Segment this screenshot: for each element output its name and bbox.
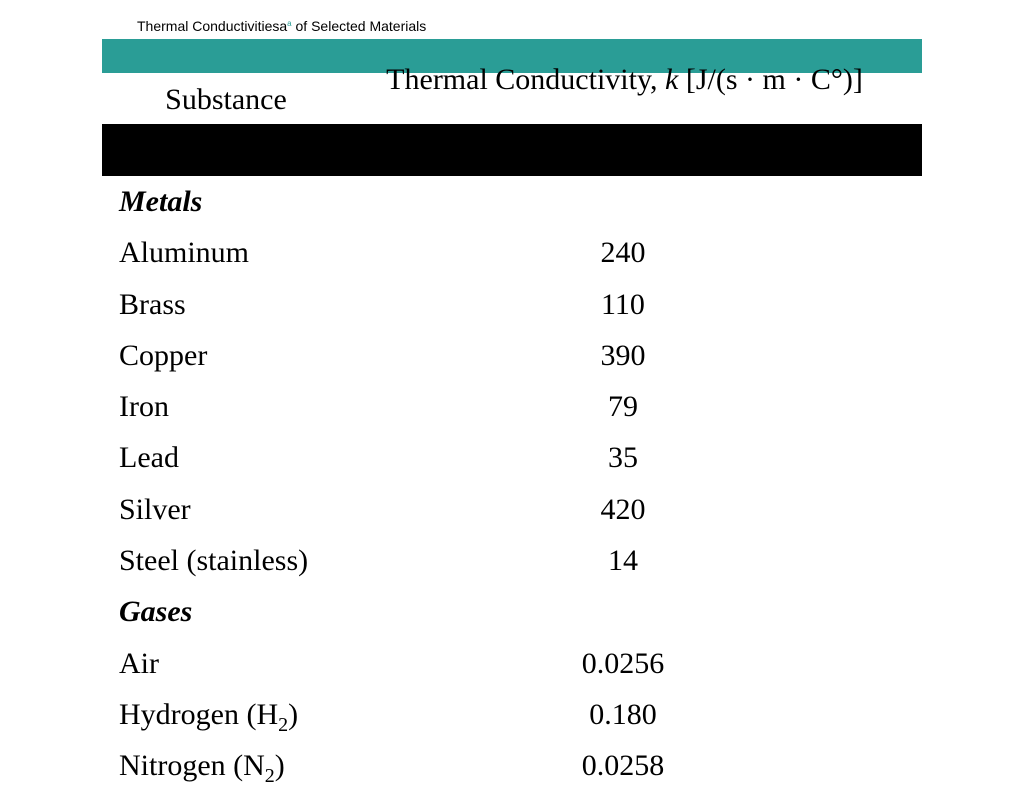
table-row: [102, 535, 922, 586]
substance-cell: Brass: [119, 287, 186, 321]
table-row: [102, 432, 922, 483]
substance-cell: Silver: [119, 492, 191, 526]
caption-suffix: of Selected Materials: [291, 18, 427, 34]
substance-subscript: 2: [278, 713, 289, 736]
header-conductivity-label: Thermal Conductivity,: [386, 63, 666, 96]
table-row: [102, 689, 922, 740]
table-row: [102, 381, 922, 432]
table-row: [102, 330, 922, 381]
table-header-band: [102, 124, 922, 176]
substance-name: Nitrogen (N: [119, 749, 265, 783]
table-caption: [137, 15, 426, 35]
category-label: Gases: [119, 595, 193, 629]
header-substance: Substance: [165, 83, 287, 116]
substance-cell: Lead: [119, 441, 179, 475]
table-row: [102, 740, 922, 791]
conductivity-cell: 0.180: [589, 697, 657, 731]
substance-cell: Air: [119, 646, 159, 680]
conductivity-cell: 0.0258: [581, 749, 665, 783]
header-k-symbol: k: [665, 63, 679, 96]
conductivity-cell: 420: [600, 492, 646, 526]
caption-title: Thermal Conductivitiesa: [137, 18, 288, 34]
header-thermal-conductivity: [377, 62, 872, 98]
table-header: [102, 63, 922, 124]
category-label: Metals: [119, 185, 203, 218]
substance-subscript: 2: [264, 765, 275, 788]
caption-footnote-marker[interactable]: a: [287, 19, 292, 28]
substance-cell: Copper: [119, 338, 208, 372]
substance-close: ): [274, 749, 285, 783]
substance-cell: Aluminum: [119, 236, 250, 270]
substance-name: Hydrogen (H: [119, 697, 279, 731]
conductivity-cell: 110: [601, 287, 645, 321]
table-row: [102, 638, 922, 689]
conductivity-cell: 35: [608, 441, 638, 475]
substance-cell: Steel (stainless): [119, 544, 309, 578]
substance-cell: [119, 748, 285, 794]
header-units: [J/(s · m · C°)]: [678, 63, 863, 96]
category-row-metals: [102, 176, 922, 227]
conductivity-cell: 79: [608, 390, 638, 424]
substance-cell: [119, 697, 298, 743]
substance-close: ): [288, 697, 299, 731]
conductivity-cell: 390: [600, 338, 646, 372]
substance-cell: Iron: [119, 390, 169, 424]
conductivity-cell: 0.0256: [581, 646, 665, 680]
table-row: [102, 227, 922, 278]
category-row-gases: [102, 586, 922, 637]
conductivity-cell: 240: [600, 236, 646, 270]
conductivity-cell: 14: [608, 544, 638, 578]
table-row: [102, 484, 922, 535]
table-row: [102, 279, 922, 330]
table-body: [102, 176, 922, 792]
